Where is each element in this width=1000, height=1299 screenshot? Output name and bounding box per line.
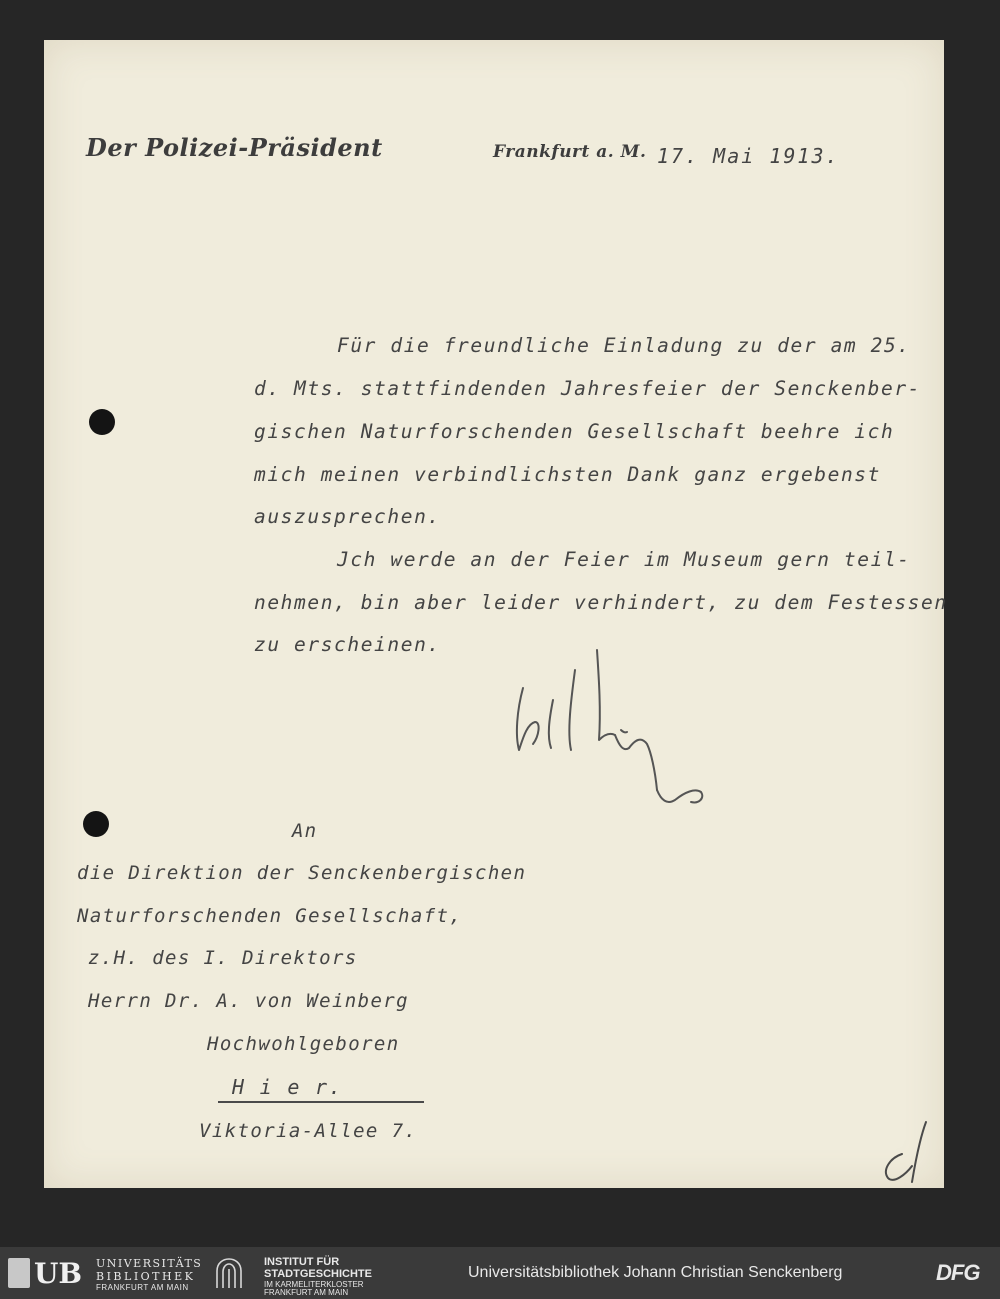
- address-line: Herrn Dr. A. von Weinberg: [88, 990, 409, 1012]
- body-line: zu erscheinen.: [254, 633, 441, 656]
- institute-line4: FRANKFURT AM MAIN: [264, 1288, 349, 1297]
- ub-logo-letters: UB: [34, 1257, 83, 1290]
- address-line: Hochwohlgeboren: [207, 1033, 400, 1055]
- address-line: An: [292, 820, 318, 842]
- punch-hole-bottom: [83, 811, 109, 837]
- address-line: z.H. des I. Direktors: [88, 947, 358, 969]
- letterhead-sender: Der Polizei-Präsident: [86, 133, 383, 162]
- ub-logo-line1: UNIVERSITÄTS: [96, 1257, 203, 1270]
- body-line: Für die freundliche Einladung zu der am 25.: [337, 334, 911, 357]
- address-line: die Direktion der Senckenbergischen: [77, 862, 527, 884]
- body-line: mich meinen verbindlichsten Dank ganz ergebenst: [254, 463, 881, 486]
- body-line: d. Mts. stattfindenden Jahresfeier der Senckenber-: [254, 377, 921, 400]
- punch-hole-top: [89, 409, 115, 435]
- handwritten-signature: [505, 640, 720, 830]
- body-line: auszusprechen.: [254, 505, 441, 528]
- ub-portrait-icon: [8, 1258, 30, 1288]
- institute-line3: IM KARMELITERKLOSTER: [264, 1280, 364, 1289]
- footer-library-name: Universitätsbibliothek Johann Christian Senckenberg: [468, 1264, 843, 1281]
- hier-underline: [218, 1101, 424, 1103]
- institute-arch-icon: [214, 1257, 244, 1289]
- dfg-logo: DFG: [936, 1260, 980, 1285]
- letter-date: 17. Mai 1913.: [657, 144, 840, 168]
- address-line: Naturforschenden Gesellschaft,: [77, 905, 463, 927]
- handwritten-mark: [872, 1118, 932, 1188]
- institute-line2: STADTGESCHICHTE: [264, 1268, 372, 1280]
- footer-bar: [0, 1247, 1000, 1299]
- letter-sheet: [44, 40, 944, 1188]
- body-line: nehmen, bin aber leider verhindert, zu dem Festessen: [254, 591, 948, 614]
- address-line: Viktoria-Allee 7.: [199, 1120, 418, 1142]
- institute-line1: INSTITUT FÜR: [264, 1256, 340, 1268]
- body-line: gischen Naturforschenden Gesellschaft beehre ich: [254, 420, 895, 443]
- ub-logo-line2: BIBLIOTHEK: [96, 1270, 196, 1283]
- ub-logo-line3: FRANKFURT AM MAIN: [96, 1283, 189, 1292]
- address-line-hier: H i e r.: [232, 1075, 343, 1099]
- body-line: Jch werde an der Feier im Museum gern teil-: [337, 548, 911, 571]
- letterhead-place: Frankfurt a. M.: [493, 142, 647, 162]
